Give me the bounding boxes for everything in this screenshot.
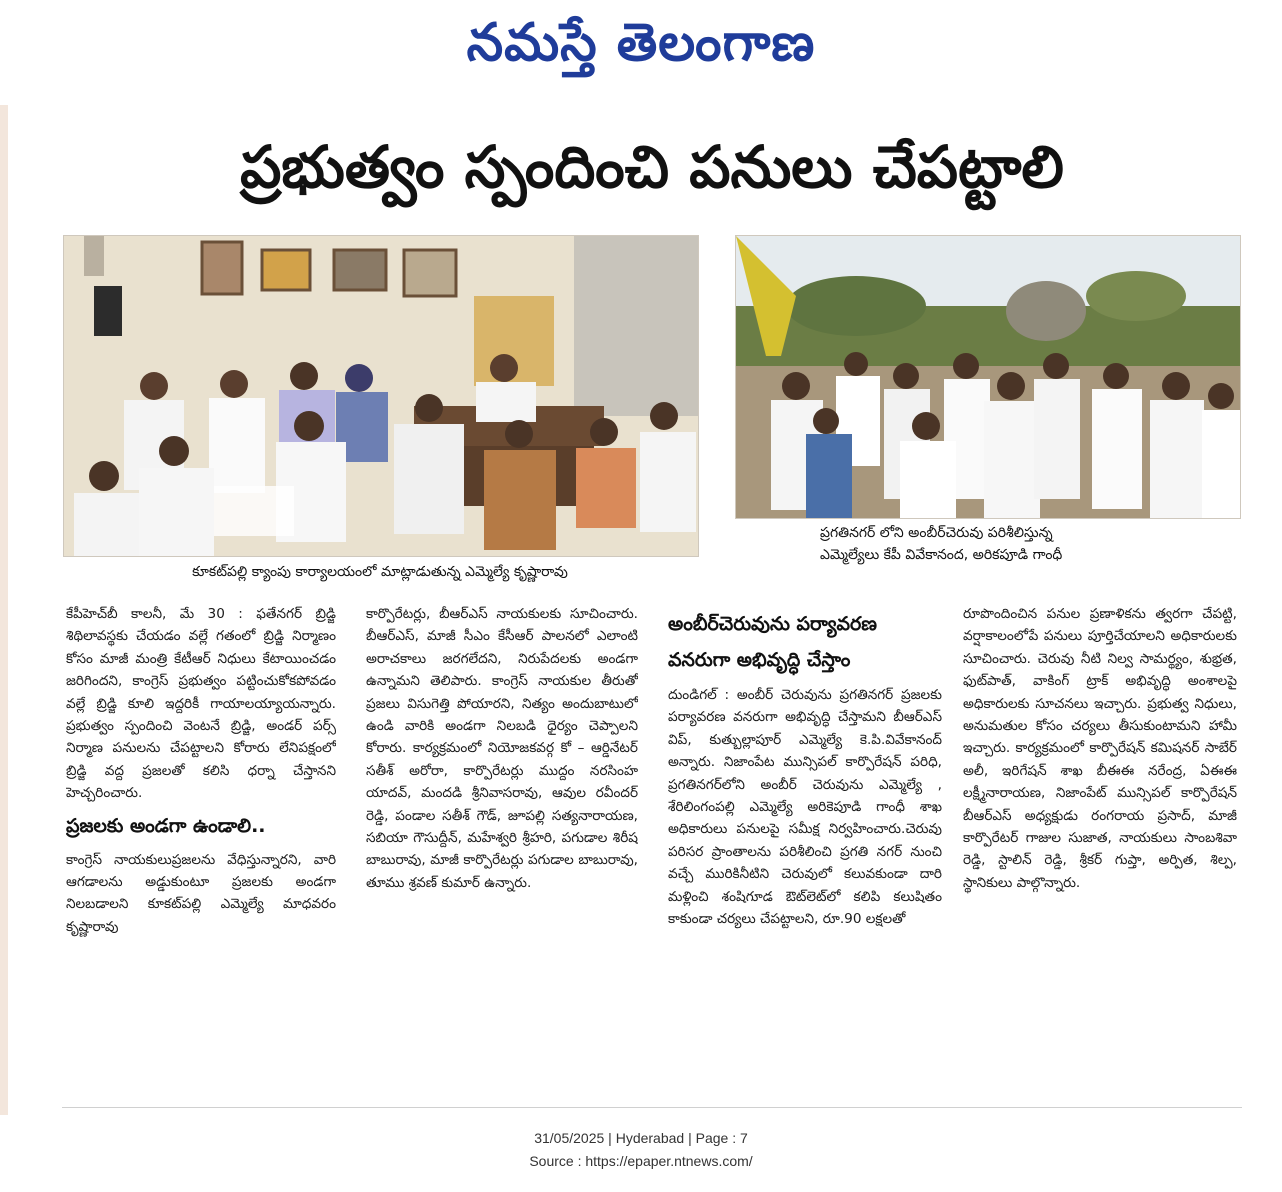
- footer-dateline: 31/05/2025 | Hyderabad | Page : 7: [534, 1130, 748, 1146]
- story2-headline-line-2: వనరుగా అభివృద్ధి చేస్తాం: [668, 649, 851, 671]
- newspaper-masthead: నమస్తే తెలంగాణ: [466, 12, 816, 73]
- page-edge: [0, 105, 8, 1115]
- story2-headline-line-1: అంబీర్‌చెరువును పర్యావరణ: [668, 613, 878, 635]
- photo-caption-right-line-1: ప్రగతినగర్ లోని అంబీర్‌చెరువు పరిశీలిస్తున్న: [820, 525, 1053, 541]
- photo-caption-left: కూకట్‌పల్లి క్యాంపు కార్యాలయంలో మాట్లాడుతున్న ఎమ్మెల్యే కృష్ణారావు: [192, 564, 568, 580]
- story1-column-1: [66, 603, 336, 1075]
- page-headline: ప్రభుత్వం స్పందించి పనులు చేపట్టాలి: [240, 133, 1064, 201]
- photo-caption-right-line-2: ఎమ్మెల్యేలు కేపీ వివేకానంద, అరికపూడి గాంధీ: [820, 547, 1063, 563]
- photo-lake-inspection: [735, 235, 1241, 519]
- footer-source: Source : https://epaper.ntnews.com/: [529, 1153, 753, 1169]
- story1-column-2: [366, 603, 638, 1075]
- photo-caption-right: [820, 522, 1240, 566]
- story2-body-1: దుండిగల్ : అంబీర్ చెరువును ప్రగతినగర్ ప్రజలకు పర్యావరణ వనరుగా అభివృద్ధి చేస్తామని బీఆర్‌ఎస్ విప్, కుత్బుల్లాపూర్ ఎమ్మెల్యే కె.పి.వివేకానంద్ అన్నారు. నిజాంపేట మున్సిపల్ కార్పొరేషన్ పరిధి, ప్రగతినగర్‌లోని అంబీర్ చెరువును ఎమ్మెల్యే , శేరిలింగంపల్లి ఎమ్మెల్యే అరికెపూడి గాంధీ శాఖ అధికారులు పనులపై సమీక్ష నిర్వహించారు.చెరువు పరిసర ప్రాంతాలను పరిశీలించి ప్రగతి నగర్ నుంచి వచ్చే మురికినీటిని చెరువులో కలువకుండా దారి మళ్లించి శంషిగూడ ఔట్‌లెట్‌లో కలిపి కలుషితం కాకుండా చర్యలు చేపట్టాలని, రూ.90 లక్షలతో: [668, 687, 942, 928]
- photo-office-meeting: [63, 235, 699, 557]
- story1-subhead: ప్రజలకు అండగా ఉండాలి..: [66, 814, 266, 837]
- story2-body-2: రూపొందించిన పనుల ప్రణాళికను త్వరగా చేపట్టి, వర్షాకాలంలోపే పనులు పూర్తిచేయాలని అధికారులకు సూచించారు. చెరువు నీటి నిల్వ సామర్థ్యం, శుభ్రత, ఫుట్‌పాత్, వాకింగ్ ట్రాక్ అభివృద్ధి అంశాలపై అధికారులకు సూచనలు ఇచ్చారు. ప్రభుత్వ నిధులు, అనుమతుల కోసం చర్యలు తీసుకుంటామని హామీ ఇచ్చారు. కార్యక్రమంలో కార్పొరేషన్ కమిషనర్ సాబేర్ అలీ, ఇరిగేషన్ శాఖ బీఈఈ నరేంద్ర, ఏఈఈ లక్ష్మీనారాయణ, నిజాంపేట్ మున్సిపల్ కార్పొరేషన్ బీఆర్‌ఎస్ అధ్యక్షుడు రంగరాయ ప్రసాద్, మాజీ కార్పొరేటర్ గాజుల సుజాత, నాయకులు సాంబశివా రెడ్డి, స్టాలిన్ రెడ్డి, శ్రీకర్ గుప్తా, అర్పిత, శిల్ప, స్థానికులు పాల్గొన్నారు.: [963, 606, 1237, 891]
- story1-body-3: కార్పొరేటర్లు, బీఆర్‌ఎస్ నాయకులకు సూచించారు. బీఆర్‌ఎస్, మాజీ సీఎం కేసీఆర్ పాలనలో ఎలాంటి అరాచకాలు జరగలేదని, నిరుపేదలకు అండగా ఉన్నామని తెలిపారు. కాంగ్రెస్ నాయకుల తీరుతో ప్రజలు విసుగెత్తి పోయారని, నిత్యం అందుబాటులో ఉండి వారికి అండగా నిలబడి ధైర్యం చెప్పాలని కోరారు. కార్యక్రమంలో నియోజకవర్గ కో – ఆర్డినేటర్ సతీశ్ అరోరా, కార్పొరేటర్లు ముద్దం నరసింహ యాదవ్, మందడి శ్రీనివాసరావు, ఆవుల రవీందర్ రెడ్డి, పండాల సతీశ్ గౌడ్, జూపల్లి సత్యనారాయణ, సబియా గౌసుద్దీన్, మహేశ్వరి శ్రీహరి, పగుడాల శిరీష బాబురావు, మాజీ కార్పొరేటర్లు పగుడాల బాబురావు, తూము శ్రవణ్ కుమార్ ఉన్నారు.: [366, 606, 638, 891]
- photo-office-meeting-image: [64, 236, 698, 556]
- story1-body-1: కేపీహెచ్‌బీ కాలనీ, మే 30 : ఫతేనగర్ బ్రిడ్జి శిథిలావస్థకు చేయడం వల్లే గతంలో బ్రిడ్జి నిర్మాణం కోసం మాజీ మంత్రి కేటీఆర్ నిధులు కేటాయించడం జరిగిందని, కాంగ్రెస్ ప్రభుత్వం పట్టించుకోకపోవడం వల్లే బ్రిడ్జి కూలి ఇద్దరికీ గాయాలయ్యాయన్నారు. ప్రభుత్వం స్పందించి వెంటనే బ్రిడ్జి, అండర్ పర్స్ నిర్మాణ పనులను చేపట్టాలని కోరారు లేనిపక్షంలో బ్రిడ్జి వద్ద ప్రజలతో కలిసి ధర్నా చేస్తానని హెచ్చరించారు.: [66, 606, 336, 802]
- photo-lake-inspection-image: [736, 236, 1240, 518]
- story2-column-2: [963, 603, 1237, 1075]
- story1-body-2: కాంగ్రెస్ నాయకులుప్రజలను వేధిస్తున్నారని, వారి ఆగడాలను అడ్డుకుంటూ ప్రజలకు అండగా నిలబడాలని కూకట్‌పల్లి ఎమ్మెల్యే మాధవరం కృష్ణారావు: [66, 851, 336, 935]
- story2-column-1: [668, 684, 942, 1076]
- story2-headline: [668, 606, 942, 678]
- bottom-divider: [62, 1107, 1242, 1108]
